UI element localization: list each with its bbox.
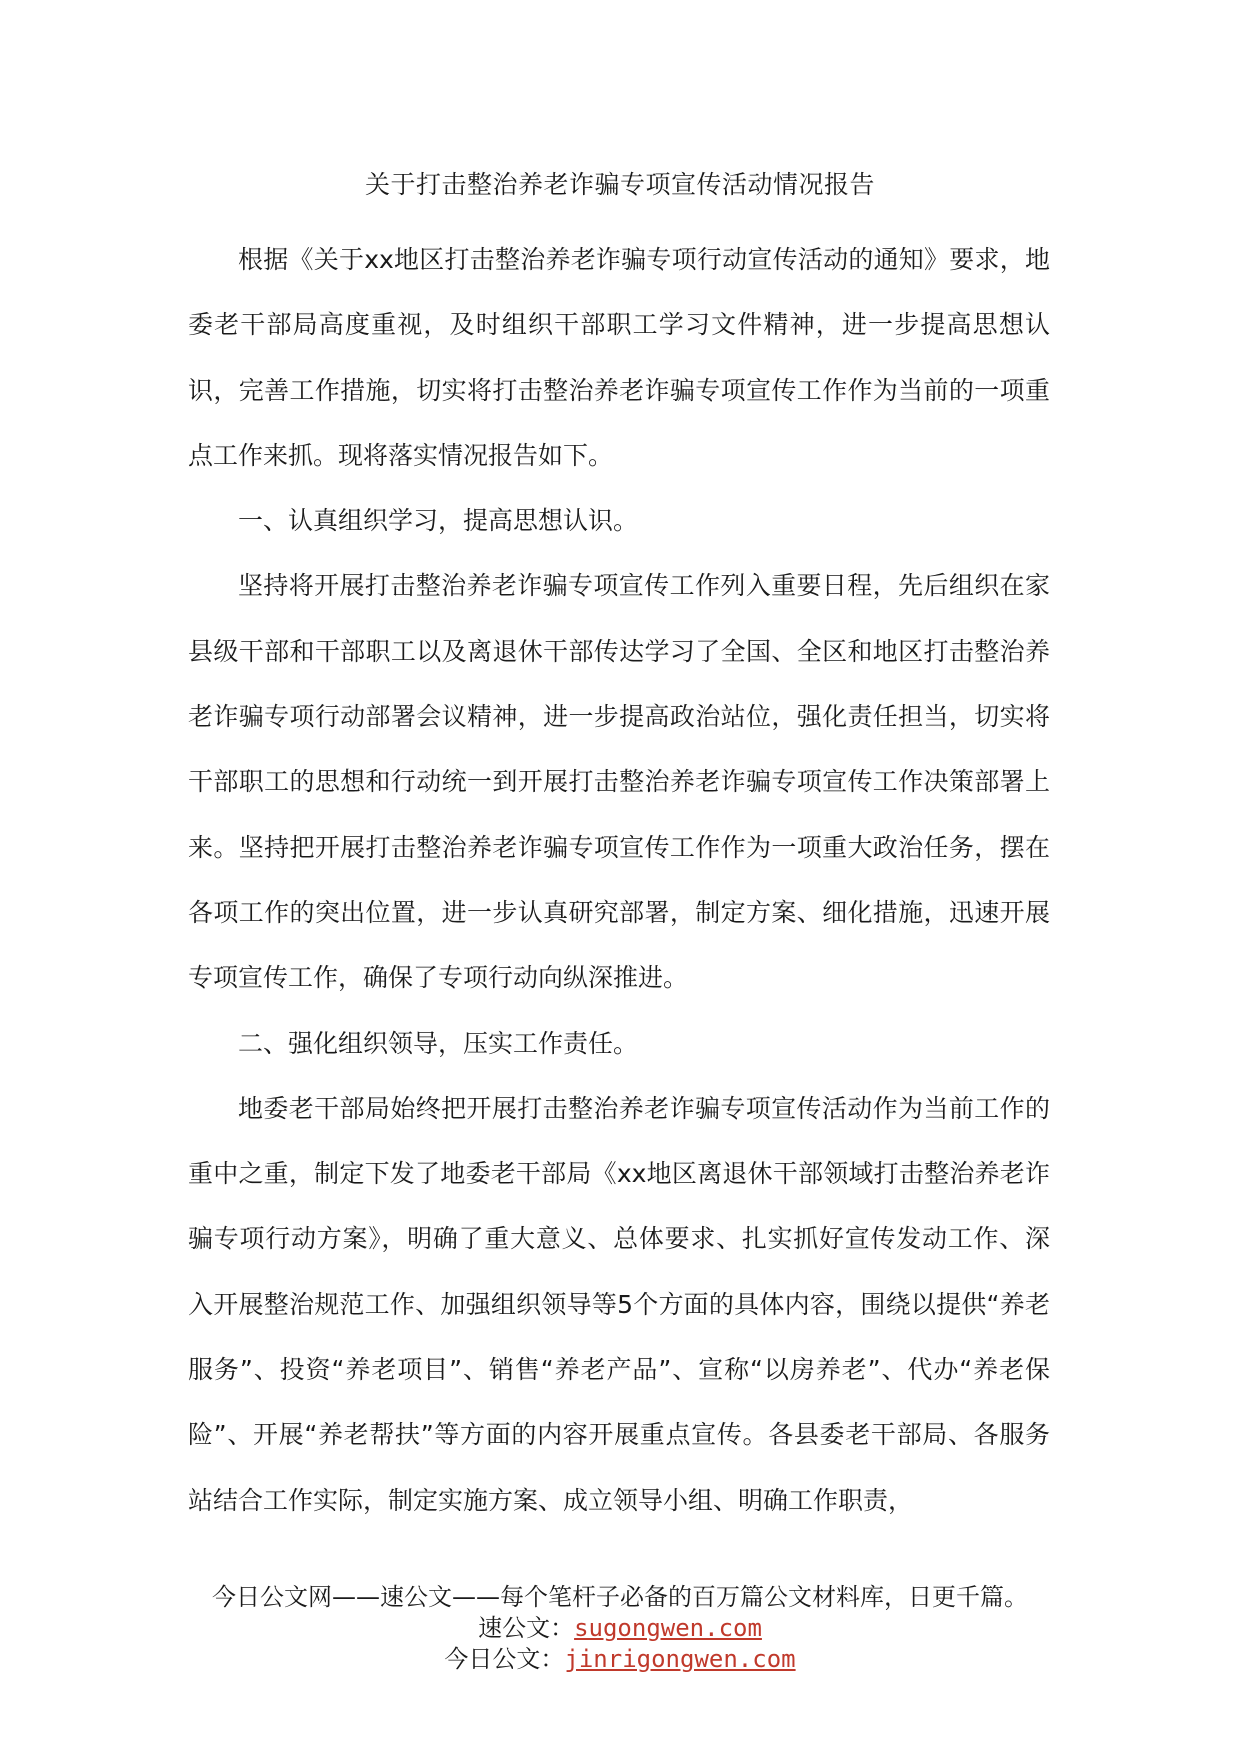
footer-link1-label: 速公文： (478, 1614, 575, 1642)
footer-link2-label: 今日公文： (444, 1645, 565, 1673)
paragraph-section-2: 地委老干部局始终把开展打击整治养老诈骗专项宣传活动作为当前工作的重中之重，制定下发了地委老干部局《xx地区离退休干部领域打击整治养老诈骗专项行动方案》，明确了重大意义、总体要求、扎实抓好宣传发动工作、深入开展整治规范工作、加强组织领导等5个方面的具体内容，围绕以提供“养老服务”、投资“养老项目”、销售“养老产品”、宣称“以房养老”、代办“养老保险”、开展“养老帮扶”等方面的内容开展重点宣传。各县委老干部局、各服务站结合工作实际，制定实施方案、成立领导小组、明确工作职责， (188, 1093, 1050, 1515)
document-title: 关于打击整治养老诈骗专项宣传活动情况报告 (364, 170, 875, 199)
footer (0, 1582, 1240, 1675)
jinrigongwen-link[interactable]: jinrigongwen.com (564, 1645, 796, 1673)
section-heading-1: 一、认真组织学习，提高思想认识。 (238, 506, 639, 536)
footer-link-row-2 (0, 1644, 1240, 1675)
sugongwen-link[interactable]: sugongwen.com (574, 1614, 762, 1642)
footer-link-row-1 (0, 1613, 1240, 1644)
paragraph-intro: 根据《关于xx地区打击整治养老诈骗专项行动宣传活动的通知》要求，地委老干部局高度重视，及时组织干部职工学习文件精神，进一步提高思想认识，完善工作措施，切实将打击整治养老诈骗专项宣传工作作为当前的一项重点工作来抓。现将落实情况报告如下。 (188, 245, 1050, 470)
section-heading-2: 二、强化组织领导，压实工作责任。 (238, 1028, 639, 1058)
document-body (188, 227, 1050, 1533)
paragraph-section-1: 坚持将开展打击整治养老诈骗专项宣传工作列入重要日程，先后组织在家县级干部和干部职工以及离退休干部传达学习了全国、全区和地区打击整治养老诈骗专项行动部署会议精神，进一步提高政治站位，强化责任担当，切实将干部职工的思想和行动统一到开展打击整治养老诈骗专项宣传工作决策部署上来。坚持把开展打击整治养老诈骗专项宣传工作作为一项重大政治任务，摆在各项工作的突出位置，进一步认真研究部署，制定方案、细化措施，迅速开展专项宣传工作，确保了专项行动向纵深推进。 (188, 571, 1050, 993)
footer-slogan: 今日公文网——速公文——每个笔杆子必备的百万篇公文材料库，日更千篇。 (212, 1583, 1028, 1611)
